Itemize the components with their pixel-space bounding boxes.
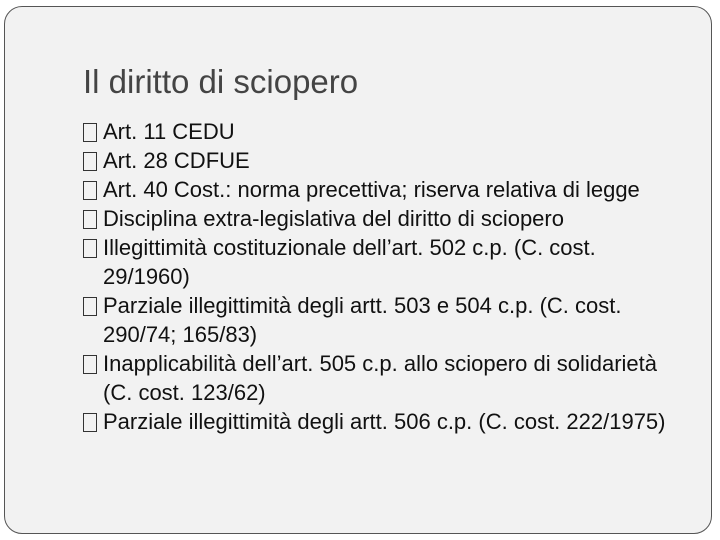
list-item [82, 204, 682, 233]
bullet-box-icon [83, 152, 97, 171]
slide-title: Il diritto di sciopero [83, 63, 359, 100]
list-item [82, 233, 682, 291]
bullet-box-icon [83, 210, 97, 229]
bullet-list [82, 117, 682, 436]
list-item [82, 175, 682, 204]
bullet-box-icon [83, 355, 97, 374]
list-item [82, 146, 682, 175]
bullet-text: Art. 28 CDFUE [103, 148, 250, 173]
bullet-text: Illegittimità costituzionale dell’art. 502 c.p. (C. cost. 29/1960) [103, 235, 596, 289]
bullet-box-icon [83, 297, 97, 316]
list-item [82, 117, 682, 146]
bullet-text: Art. 40 Cost.: norma precettiva; riserva relativa di legge [103, 177, 640, 202]
list-item [82, 291, 682, 349]
bullet-box-icon [83, 413, 97, 432]
bullet-text: Art. 11 CEDU [103, 119, 235, 144]
list-item [82, 407, 682, 436]
bullet-box-icon [83, 239, 97, 258]
bullet-text: Parziale illegittimità degli artt. 506 c.p. (C. cost. 222/1975) [103, 409, 666, 434]
bullet-box-icon [83, 181, 97, 200]
list-item [82, 349, 682, 407]
bullet-text: Inapplicabilità dell’art. 505 c.p. allo sciopero di solidarietà (C. cost. 123/62) [103, 351, 657, 405]
bullet-text: Parziale illegittimità degli artt. 503 e 504 c.p. (C. cost. 290/74; 165/83) [103, 293, 622, 347]
bullet-box-icon [83, 123, 97, 142]
bullet-text: Disciplina extra-legislativa del diritto di sciopero [103, 206, 564, 231]
slide [4, 6, 712, 534]
